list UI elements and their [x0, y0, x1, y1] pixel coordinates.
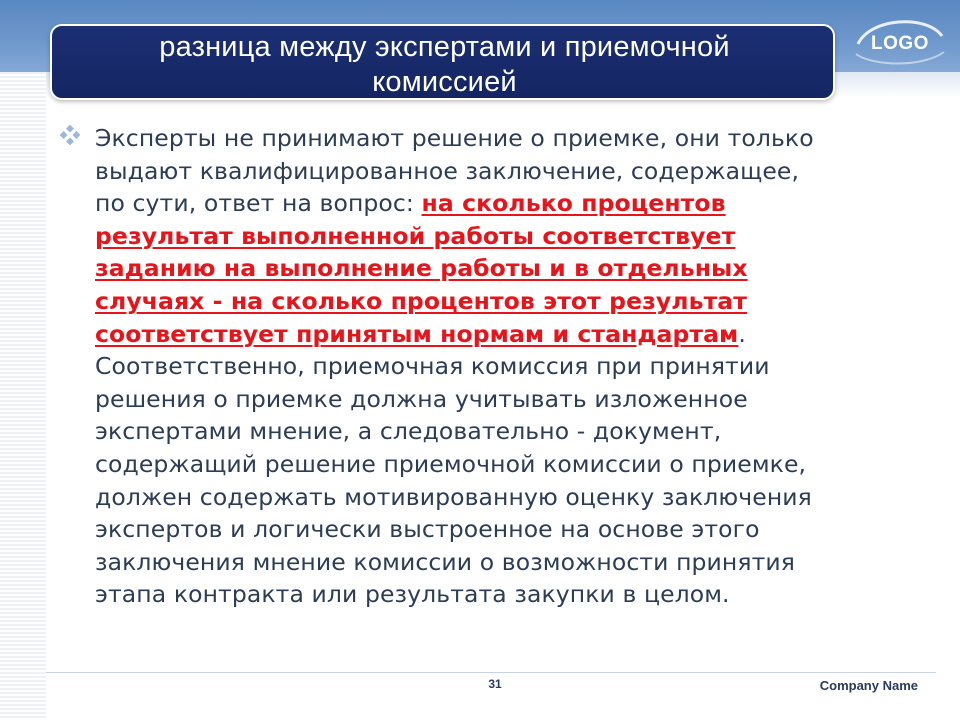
text-line [95, 252, 905, 285]
slide-title-box [50, 24, 835, 100]
text-segment: экспертов и логически выстроенное на основе этого [95, 515, 760, 544]
text-line [95, 122, 905, 155]
page-number: 31 [488, 677, 502, 691]
text-segment: этапа контракта или результата закупки в целом. [95, 580, 730, 609]
text-segment: по сути, ответ на вопрос: [95, 189, 422, 218]
text-segment: Эксперты не принимают решение о приемке, они только [95, 124, 814, 152]
text-line [95, 318, 905, 351]
text-segment: выдают квалифицированное заключение, содержащее, [95, 156, 800, 185]
highlighted-text: результат выполненной работы соответствует [95, 221, 736, 250]
highlighted-text: случаях - на сколько процентов этот результат [95, 286, 747, 315]
text-segment: содержащий решение приемочной комиссии о приемке, [95, 449, 807, 478]
text-segment: экспертами мнение, а следовательно - документ, [95, 417, 722, 446]
text-line [95, 513, 905, 546]
highlighted-text: заданию на выполнение работы и в отдельных [95, 254, 748, 283]
text-line [95, 578, 905, 611]
text-segment: заключения мнение комиссии о возможности принятия [95, 547, 796, 576]
slide-title-line-2: комиссией [372, 66, 517, 98]
text-line [95, 481, 905, 514]
text-line [95, 448, 905, 481]
logo [852, 14, 942, 66]
left-stripe-decoration [0, 72, 46, 720]
highlighted-text: на сколько процентов [421, 189, 726, 218]
text-segment: . [738, 319, 746, 348]
body-paragraph [95, 122, 905, 611]
text-line [95, 285, 905, 318]
text-line [95, 546, 905, 579]
text-line [95, 155, 905, 188]
slide-title-line-1: разница между экспертами и приемочной [159, 31, 730, 63]
company-name: Company Name [819, 678, 918, 693]
text-line [95, 187, 905, 220]
highlighted-text: соответствует принятым нормам и стандартам [95, 319, 739, 348]
diamond-bullet-icon [60, 125, 80, 145]
slide-title [52, 30, 837, 100]
footer-divider [46, 672, 936, 673]
text-line [95, 383, 905, 416]
logo-text: LOGO [871, 33, 929, 54]
text-segment: решения о приемке должна учитывать изложенное [95, 384, 748, 413]
text-line [95, 220, 905, 253]
text-line [95, 350, 905, 383]
text-line [95, 415, 905, 448]
text-segment: Соответственно, приемочная комиссия при принятии [95, 352, 770, 381]
text-segment: должен содержать мотивированную оценку заключения [95, 482, 812, 511]
